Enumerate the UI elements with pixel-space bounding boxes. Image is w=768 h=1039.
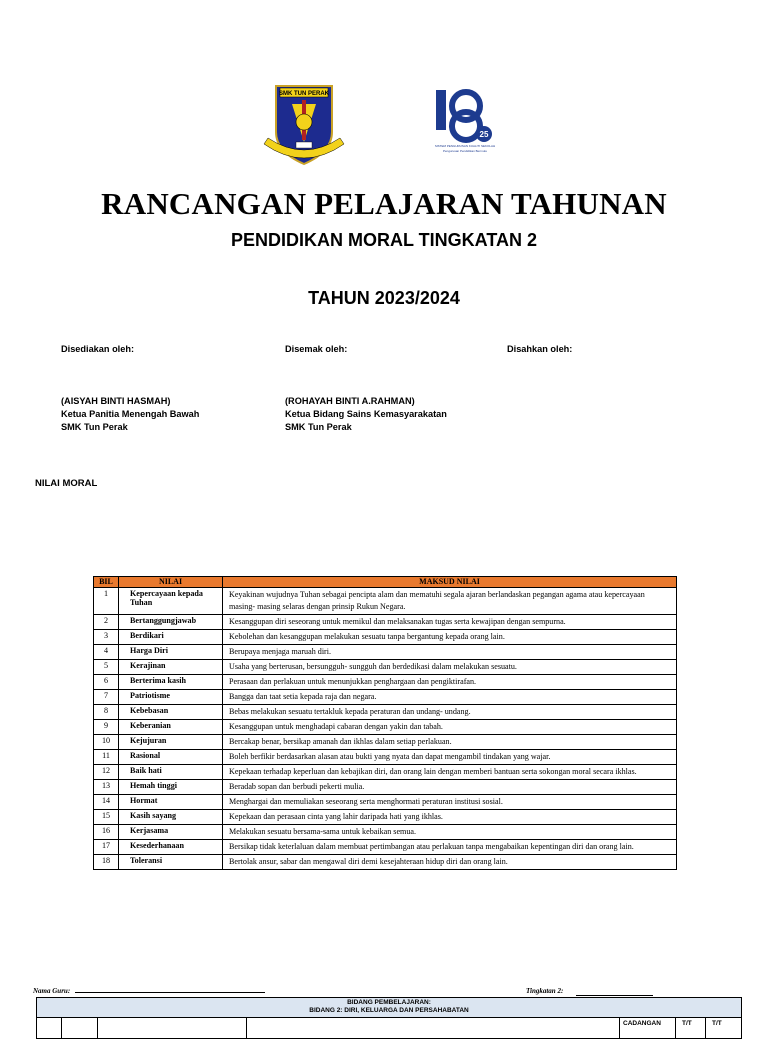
table-row: [94, 840, 677, 855]
row-value-name: Kepercayaan kepada Tuhan: [119, 588, 223, 615]
table-row: [94, 810, 677, 825]
table-row: [94, 660, 677, 675]
row-value-name: Kejujuran: [119, 735, 223, 750]
table-row: [94, 855, 677, 870]
moral-values-table: [93, 576, 677, 870]
table-row: [94, 630, 677, 645]
svg-text:SMK TUN PERAK: SMK TUN PERAK: [278, 91, 330, 97]
table-row: [94, 795, 677, 810]
column-header-bil: BIL: [94, 577, 119, 588]
teacher-name-blank[interactable]: [75, 992, 265, 993]
table-row: [94, 825, 677, 840]
row-number: 2: [94, 615, 119, 630]
row-value-name: Hemah tinggi: [119, 780, 223, 795]
row-value-name: Kebebasan: [119, 705, 223, 720]
signatory-school: SMK Tun Perak: [61, 422, 128, 432]
row-value-meaning: Keyakinan wujudnya Tuhan sebagai pencipta alam dan mematuhi segala ajaran berlandaskan pegangan agama atau kepercayaan masing- masing selaras dengan prinsip Rukun Negara.: [223, 588, 677, 615]
table-row: [94, 720, 677, 735]
table-row: [94, 750, 677, 765]
table-row: [94, 690, 677, 705]
row-value-meaning: Kepekaan dan perasaan cinta yang lahir daripada hati yang ikhlas.: [223, 810, 677, 825]
school-crest-logo: [262, 82, 346, 170]
row-value-name: Berdikari: [119, 630, 223, 645]
row-value-name: Patriotisme: [119, 690, 223, 705]
row-number: 12: [94, 765, 119, 780]
table-row: [94, 705, 677, 720]
row-value-meaning: Usaha yang berterusan, bersungguh- sungguh dan berdedikasi dalam melakukan sesuatu.: [223, 660, 677, 675]
row-number: 18: [94, 855, 119, 870]
signatory-prepared: [61, 343, 199, 434]
row-value-name: Toleransi: [119, 855, 223, 870]
row-number: 11: [94, 750, 119, 765]
signatory-name: (ROHAYAH BINTI A.RAHMAN): [285, 396, 415, 406]
row-number: 1: [94, 588, 119, 615]
row-value-meaning: Bercakap benar, bersikap amanah dan ikhlas dalam setiap perlakuan.: [223, 735, 677, 750]
row-number: 7: [94, 690, 119, 705]
row-number: 15: [94, 810, 119, 825]
svg-text:SISTEM PENGURUSAN KUALITI SEKO: SISTEM PENGURUSAN KUALITI SEKOLAH: [434, 144, 496, 148]
row-value-name: Berterima kasih: [119, 675, 223, 690]
table-body: [94, 588, 677, 870]
signatory-label: Disemak oleh:: [285, 344, 348, 354]
teacher-name-label: Nama Guru:: [33, 987, 71, 995]
row-value-name: Harga Diri: [119, 645, 223, 660]
row-value-meaning: Menghargai dan memuliakan seseorang serta menghormati peraturan institusi sosial.: [223, 795, 677, 810]
section-heading: NILAI MORAL: [35, 478, 98, 489]
signatory-approved: [507, 343, 572, 395]
table-row: [94, 765, 677, 780]
row-value-meaning: Berupaya menjaga maruah diri.: [223, 645, 677, 660]
row-value-meaning: Bangga dan taat setia kepada raja dan negara.: [223, 690, 677, 705]
quality-system-logo: [432, 86, 498, 156]
row-value-name: Bertanggungjawab: [119, 615, 223, 630]
column-header-maksud: MAKSUD NILAI: [223, 577, 677, 588]
row-number: 4: [94, 645, 119, 660]
row-value-name: Kasih sayang: [119, 810, 223, 825]
table-row: [94, 675, 677, 690]
document-title: RANCANGAN PELAJARAN TAHUNAN: [101, 186, 667, 221]
teacher-info-line: [33, 987, 743, 995]
row-number: 16: [94, 825, 119, 840]
signatory-school: SMK Tun Perak: [285, 422, 352, 432]
table-row: [94, 645, 677, 660]
svg-text:Pengurusan Pendidikan Bermutu: Pengurusan Pendidikan Bermutu: [442, 149, 488, 153]
row-value-meaning: Perasaan dan perlakuan untuk menunjukkan penghargaan dan pengiktirafan.: [223, 675, 677, 690]
row-number: 17: [94, 840, 119, 855]
row-value-name: Baik hati: [119, 765, 223, 780]
learning-area-header: [37, 998, 741, 1018]
table-header-row: [94, 577, 677, 588]
row-value-meaning: Kepekaan terhadap keperluan dan kebajikan diri, dan orang lain dengan memberi bantuan serta sokongan moral secara ikhlas.: [223, 765, 677, 780]
row-value-meaning: Bersikap tidak keterlaluan dalam membuat pertimbangan atau perlakuan tanpa mengabaikan kepentingan diri dan orang lain.: [223, 840, 677, 855]
row-number: 5: [94, 660, 119, 675]
learning-area-title: BIDANG PEMBELAJARAN:: [347, 999, 431, 1006]
table-row: [94, 735, 677, 750]
row-value-name: Kerajinan: [119, 660, 223, 675]
row-number: 3: [94, 630, 119, 645]
row-value-meaning: Kesanggupan untuk menghadapi cabaran dengan yakin dan tabah.: [223, 720, 677, 735]
row-number: 9: [94, 720, 119, 735]
column-tt-1: T/T: [682, 1020, 692, 1027]
row-value-name: Hormat: [119, 795, 223, 810]
signatory-label: Disediakan oleh:: [61, 344, 135, 354]
signatory-label: Disahkan oleh:: [507, 344, 573, 354]
signatory-position: Ketua Bidang Sains Kemasyarakatan: [285, 409, 447, 419]
row-number: 13: [94, 780, 119, 795]
signatory-reviewed: [285, 343, 447, 434]
learning-area-name: BIDANG 2: DIRI, KELUARGA DAN PERSAHABATAN: [309, 1007, 469, 1014]
column-tt-2: T/T: [712, 1020, 722, 1027]
row-value-meaning: Kebolehan dan kesanggupan melakukan sesuatu tanpa bergantung kepada orang lain.: [223, 630, 677, 645]
signatory-position: Ketua Panitia Menengah Bawah: [61, 409, 200, 419]
learning-area-columns: [37, 1018, 741, 1038]
row-number: 10: [94, 735, 119, 750]
row-value-meaning: Beradab sopan dan berbudi pekerti mulia.: [223, 780, 677, 795]
table-row: [94, 780, 677, 795]
svg-text:25: 25: [479, 130, 489, 139]
column-cadangan: CADANGAN: [623, 1020, 661, 1027]
document-subtitle: PENDIDIKAN MORAL TINGKATAN 2: [231, 230, 537, 250]
learning-area-table: [36, 997, 742, 1039]
form-blank[interactable]: [576, 995, 653, 996]
column-header-nilai: NILAI: [119, 577, 223, 588]
row-value-name: Kerjasama: [119, 825, 223, 840]
row-value-name: Kesederhanaan: [119, 840, 223, 855]
row-value-meaning: Melakukan sesuatu bersama-sama untuk kebaikan semua.: [223, 825, 677, 840]
table-row: [94, 588, 677, 615]
form-label: Tingkatan 2:: [526, 987, 564, 995]
table-row: [94, 615, 677, 630]
row-value-meaning: Kesanggupan diri seseorang untuk memikul dan melaksanakan tugas serta kewajipan dengan sempurna.: [223, 615, 677, 630]
signatory-name: (AISYAH BINTI HASMAH): [61, 396, 171, 406]
row-value-name: Rasional: [119, 750, 223, 765]
row-value-meaning: Bertolak ansur, sabar dan mengawal diri demi kesejahteraan hidup diri dan orang lain.: [223, 855, 677, 870]
row-number: 8: [94, 705, 119, 720]
row-value-meaning: Bebas melakukan sesuatu tertakluk kepada peraturan dan undang- undang.: [223, 705, 677, 720]
row-value-meaning: Boleh berfikir berdasarkan alasan atau bukti yang nyata dan dapat mengambil tindakan yang wajar.: [223, 750, 677, 765]
row-value-name: Keberanian: [119, 720, 223, 735]
document-year: TAHUN 2023/2024: [308, 288, 460, 308]
row-number: 14: [94, 795, 119, 810]
row-number: 6: [94, 675, 119, 690]
